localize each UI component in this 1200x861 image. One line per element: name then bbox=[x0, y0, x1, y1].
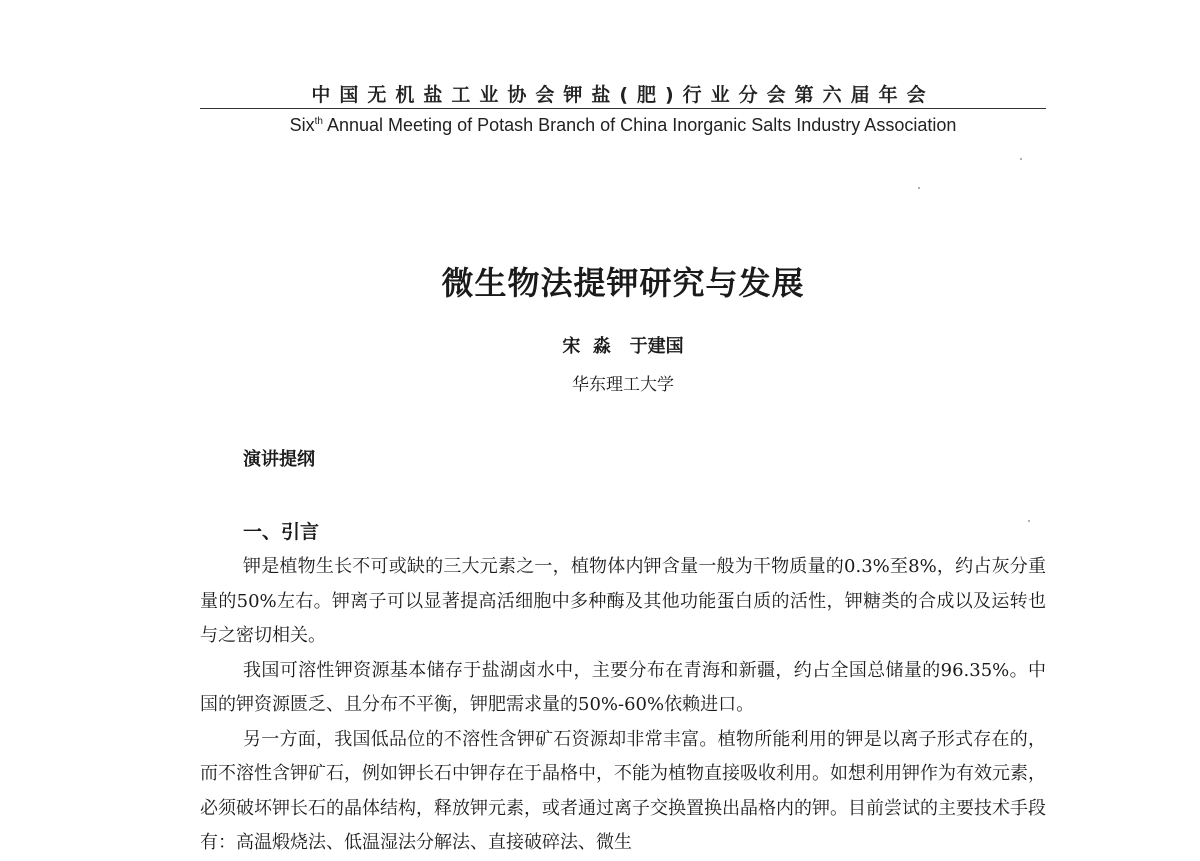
paragraph-1: 钾是植物生长不可或缺的三大元素之一，植物体内钾含量一般为干物质量的0.3%至8%，约占灰分重量的50%左右。钾离子可以显著提高活细胞中多种酶及其他功能蛋白质的活性，钾糖类的合成以及运转也与之密切相关。 bbox=[200, 556, 1046, 646]
scan-speck bbox=[918, 187, 920, 189]
section-heading-introduction: 一、引言 bbox=[243, 521, 320, 543]
scan-speck bbox=[1028, 520, 1030, 522]
outline-label: 演讲提纲 bbox=[243, 449, 315, 470]
header-divider bbox=[200, 108, 1046, 109]
conference-header-chinese: 中国无机盐工业协会钾盐(肥)行业分会第六届年会 bbox=[311, 84, 935, 106]
paragraph-2: 我国可溶性钾资源基本储存于盐湖卤水中，主要分布在青海和新疆，约占全国总储量的96.35%。中国的钾资源匮乏、且分布不平衡，钾肥需求量的50%-60%依赖进口。 bbox=[200, 659, 1046, 715]
paper-affiliation: 华东理工大学 bbox=[572, 375, 674, 395]
body-text bbox=[200, 550, 1046, 861]
header-en-rest: Annual Meeting of Potash Branch of China Inorganic Salts Industry Association bbox=[322, 115, 957, 135]
header-en-prefix: Six bbox=[289, 115, 315, 135]
paper-authors: 宋 淼 于建国 bbox=[562, 336, 684, 357]
header-en-superscript: th bbox=[314, 116, 323, 127]
paper-title: 微生物法提钾研究与发展 bbox=[441, 264, 805, 302]
scan-speck bbox=[1020, 158, 1022, 160]
paragraph-3: 另一方面，我国低品位的不溶性含钾矿石资源却非常丰富。植物所能利用的钾是以离子形式存在的，而不溶性含钾矿石，例如钾长石中钾存在于晶格中，不能为植物直接吸收利用。如想利用钾作为有效元素，必须破坏钾长石的晶体结构，释放钾元素，或者通过离子交换置换出晶格内的钾。目前尝试的主要技术手段有：高温煅烧法、低温湿法分解法、直接破碎法、微生 bbox=[200, 728, 1046, 853]
conference-header-english bbox=[200, 115, 1046, 136]
